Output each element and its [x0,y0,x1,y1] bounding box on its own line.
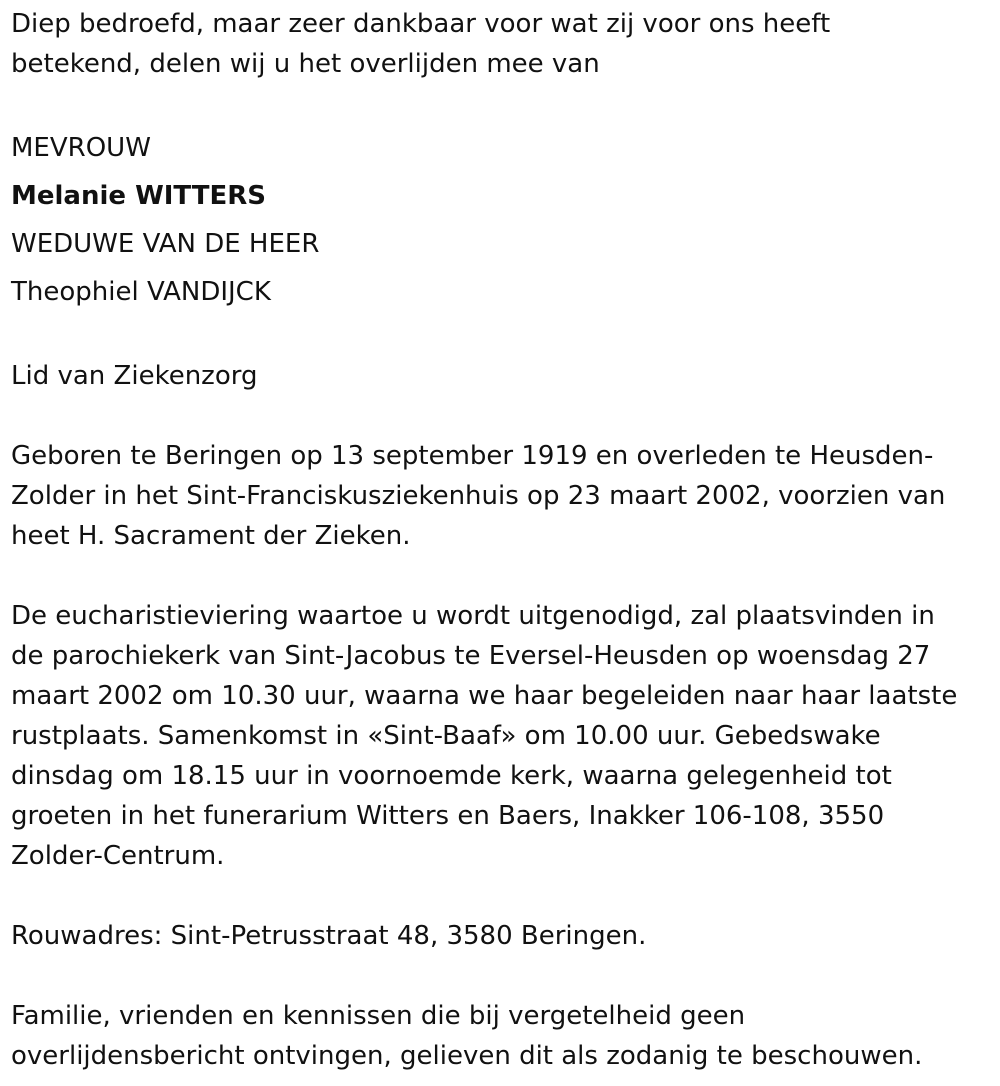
funeral-paragraph: De eucharistieviering waartoe u wordt uitgenodigd, zal plaatsvinden in de parochiekerk van Sint-Jacobus te Eversel-Heusden op woensdag 27 maart 2002 om 10.30 uur, waarna we haar begeleiden naar haar laatste rustplaats. Samenkomst in «Sint-Baaf» om 10.00 uur. Gebedswake dinsdag om 18.15 uur in voornoemde kerk, waarna gelegenheid tot groeten in het funerarium Witters en Baers, Inakker 106-108, 3550 Zolder-Centrum. [11,601,958,871]
spacer [11,396,993,436]
spacer [11,84,993,124]
widow-of-label: WEDUWE VAN DE HEER [11,229,320,259]
mourning-address: Rouwadres: Sint-Petrusstraat 48, 3580 Beringen. [11,921,647,951]
birth-death-paragraph: Geboren te Beringen op 13 september 1919 en overleden te Heusden- Zolder in het Sint-Franciskusziekenhuis op 23 maart 2002, voorzien van heet H. Sacrament der Zieken. [11,441,946,551]
intro-paragraph: Diep bedroefd, maar zeer dankbaar voor wat zij voor ons heeft betekend, delen wij u het overlijden mee van [11,9,831,79]
spacer [11,556,993,596]
spacer [11,956,993,996]
death-notice [11,4,993,1076]
deceased-name: Melanie WITTERS [11,181,266,211]
membership-line: Lid van Ziekenzorg [11,361,258,391]
spouse-name: Theophiel VANDIJCK [11,277,271,307]
closing-paragraph: Familie, vrienden en kennissen die bij vergetelheid geen overlijdensbericht ontvingen, gelieven dit als zodanig te beschouwen. [11,1001,923,1071]
spacer [11,316,993,356]
spacer [11,876,993,916]
honorific: MEVROUW [11,133,151,163]
